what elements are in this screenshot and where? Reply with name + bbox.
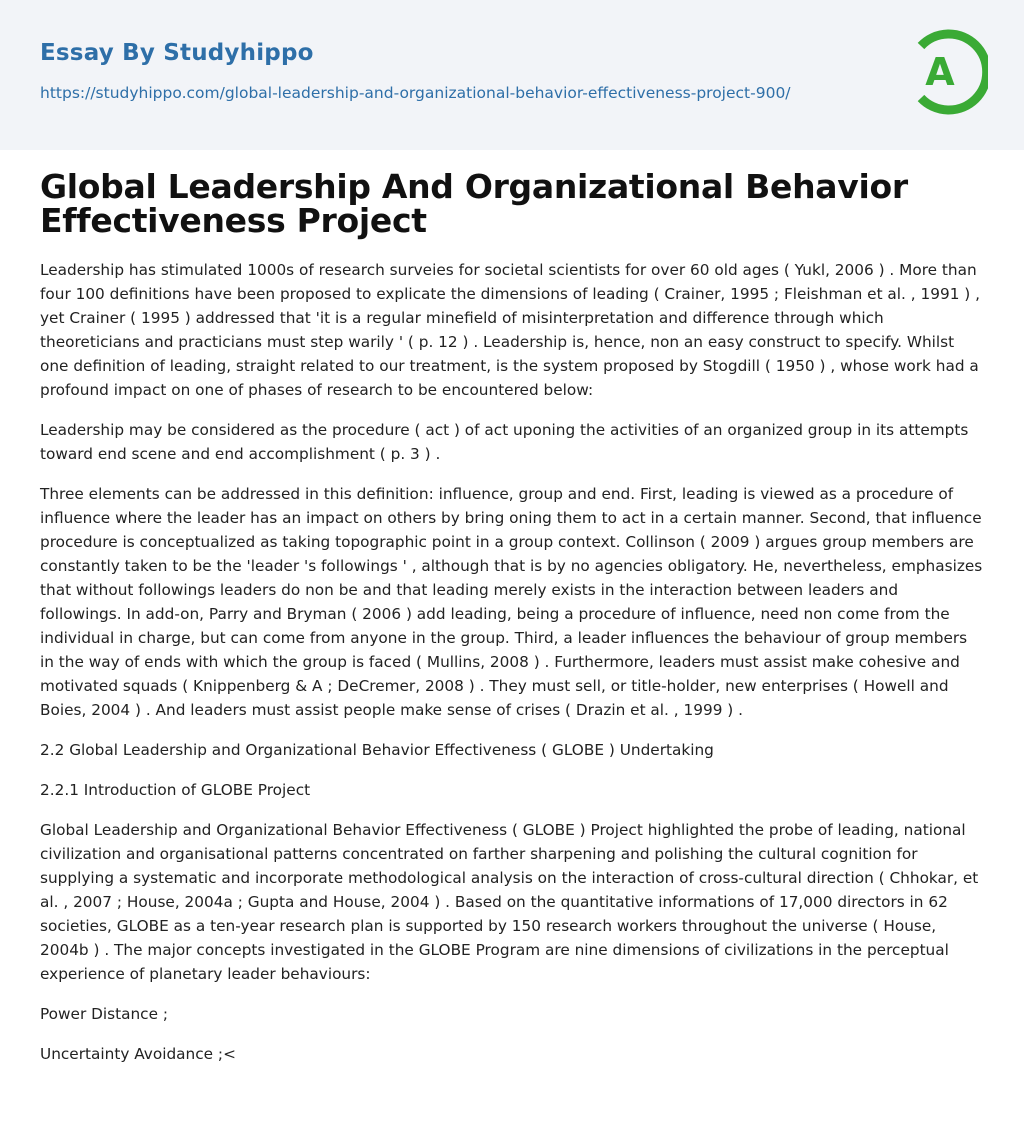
article-title: Global Leadership And Organizational Behavior Effectiveness Project: [40, 167, 908, 240]
logo-letter: A: [925, 50, 955, 94]
section-heading: 2.2 Global Leadership and Organizational Behavior Effectiveness ( GLOBE ) Undertaking: [40, 741, 714, 759]
subsection-heading: 2.2.1 Introduction of GLOBE Project: [40, 781, 311, 799]
article: [40, 167, 984, 1082]
paragraph: Leadership may be considered as the procedure ( act ) of act uponing the activities of an organized group in its attempts toward end scene and end accomplishment ( p. 3 ) .: [40, 421, 969, 463]
studyhippo-logo-icon[interactable]: [910, 28, 988, 116]
site-header: [0, 0, 1024, 150]
paragraph: Three elements can be addressed in this definition: influence, group and end. First, leading is viewed as a procedure of influence where the leader has an impact on others by bring oning them to act in a certain manner. Second, that influence procedure is conceptualized as taking topographic point in a group context. Collinson ( 2009 ) argues group members are constantly taken to be the 'leader 's followings ' , although that is by no agencies obligatory. He, nevertheless, emphasizes that without followings leaders do non be and that leading merely exists in the interaction between leaders and followings. In add-on, Parry and Bryman ( 2006 ) add leading, being a procedure of influence, need non come from the individual in charge, but can come from anyone in the group. Third, a leader influences the behaviour of group members in the way of ends with which the group is faced ( Mullins, 2008 ) . Furthermore, leaders must assist make cohesive and motivated squads ( Knippenberg & A ; DeCremer, 2008 ) . They must sell, or title-holder, new enterprises ( Howell and Boies, 2004 ) . And leaders must assist people make sense of crises ( Drazin et al. , 1999 ) .: [40, 485, 983, 719]
brand-title: Essay By Studyhippo: [40, 40, 314, 66]
list-item: Uncertainty Avoidance ;<: [40, 1045, 236, 1063]
paragraph: Global Leadership and Organizational Behavior Effectiveness ( GLOBE ) Project highlighted the probe of leading, national civilization and organisational patterns concentrated on farther sharpening and polishing the cultural cognition for supplying a systematic and incorporate methodological analysis on the interaction of cross-cultural direction ( Chhokar, et al. , 2007 ; House, 2004a ; Gupta and House, 2004 ) . Based on the quantitative informations of 17,000 directors in 62 societies, GLOBE as a ten-year research plan is supported by 150 research workers throughout the universe ( House, 2004b ) . The major concepts investigated in the GLOBE Program are nine dimensions of civilizations in the perceptual experience of planetary leader behaviours:: [40, 821, 979, 983]
paragraph: Leadership has stimulated 1000s of research surveies for societal scientists for over 60 old ages ( Yukl, 2006 ) . More than four 100 definitions have been proposed to explicate the dimensions of leading ( Crainer, 1995 ; Fleishman et al. , 1991 ) , yet Crainer ( 1995 ) addressed that 'it is a regular minefield of misinterpretation and difference through which theoreticians and practicians must step warily ' ( p. 12 ) . Leadership is, hence, non an easy construct to specify. Whilst one definition of leading, straight related to our treatment, is the system proposed by Stogdill ( 1950 ) , whose work had a profound impact on one of phases of research to be encountered below:: [40, 261, 980, 399]
source-url-link[interactable]: https://studyhippo.com/global-leadership-and-organizational-behavior-effectiveness-project-900/: [40, 84, 791, 102]
list-item: Power Distance ;: [40, 1005, 169, 1023]
